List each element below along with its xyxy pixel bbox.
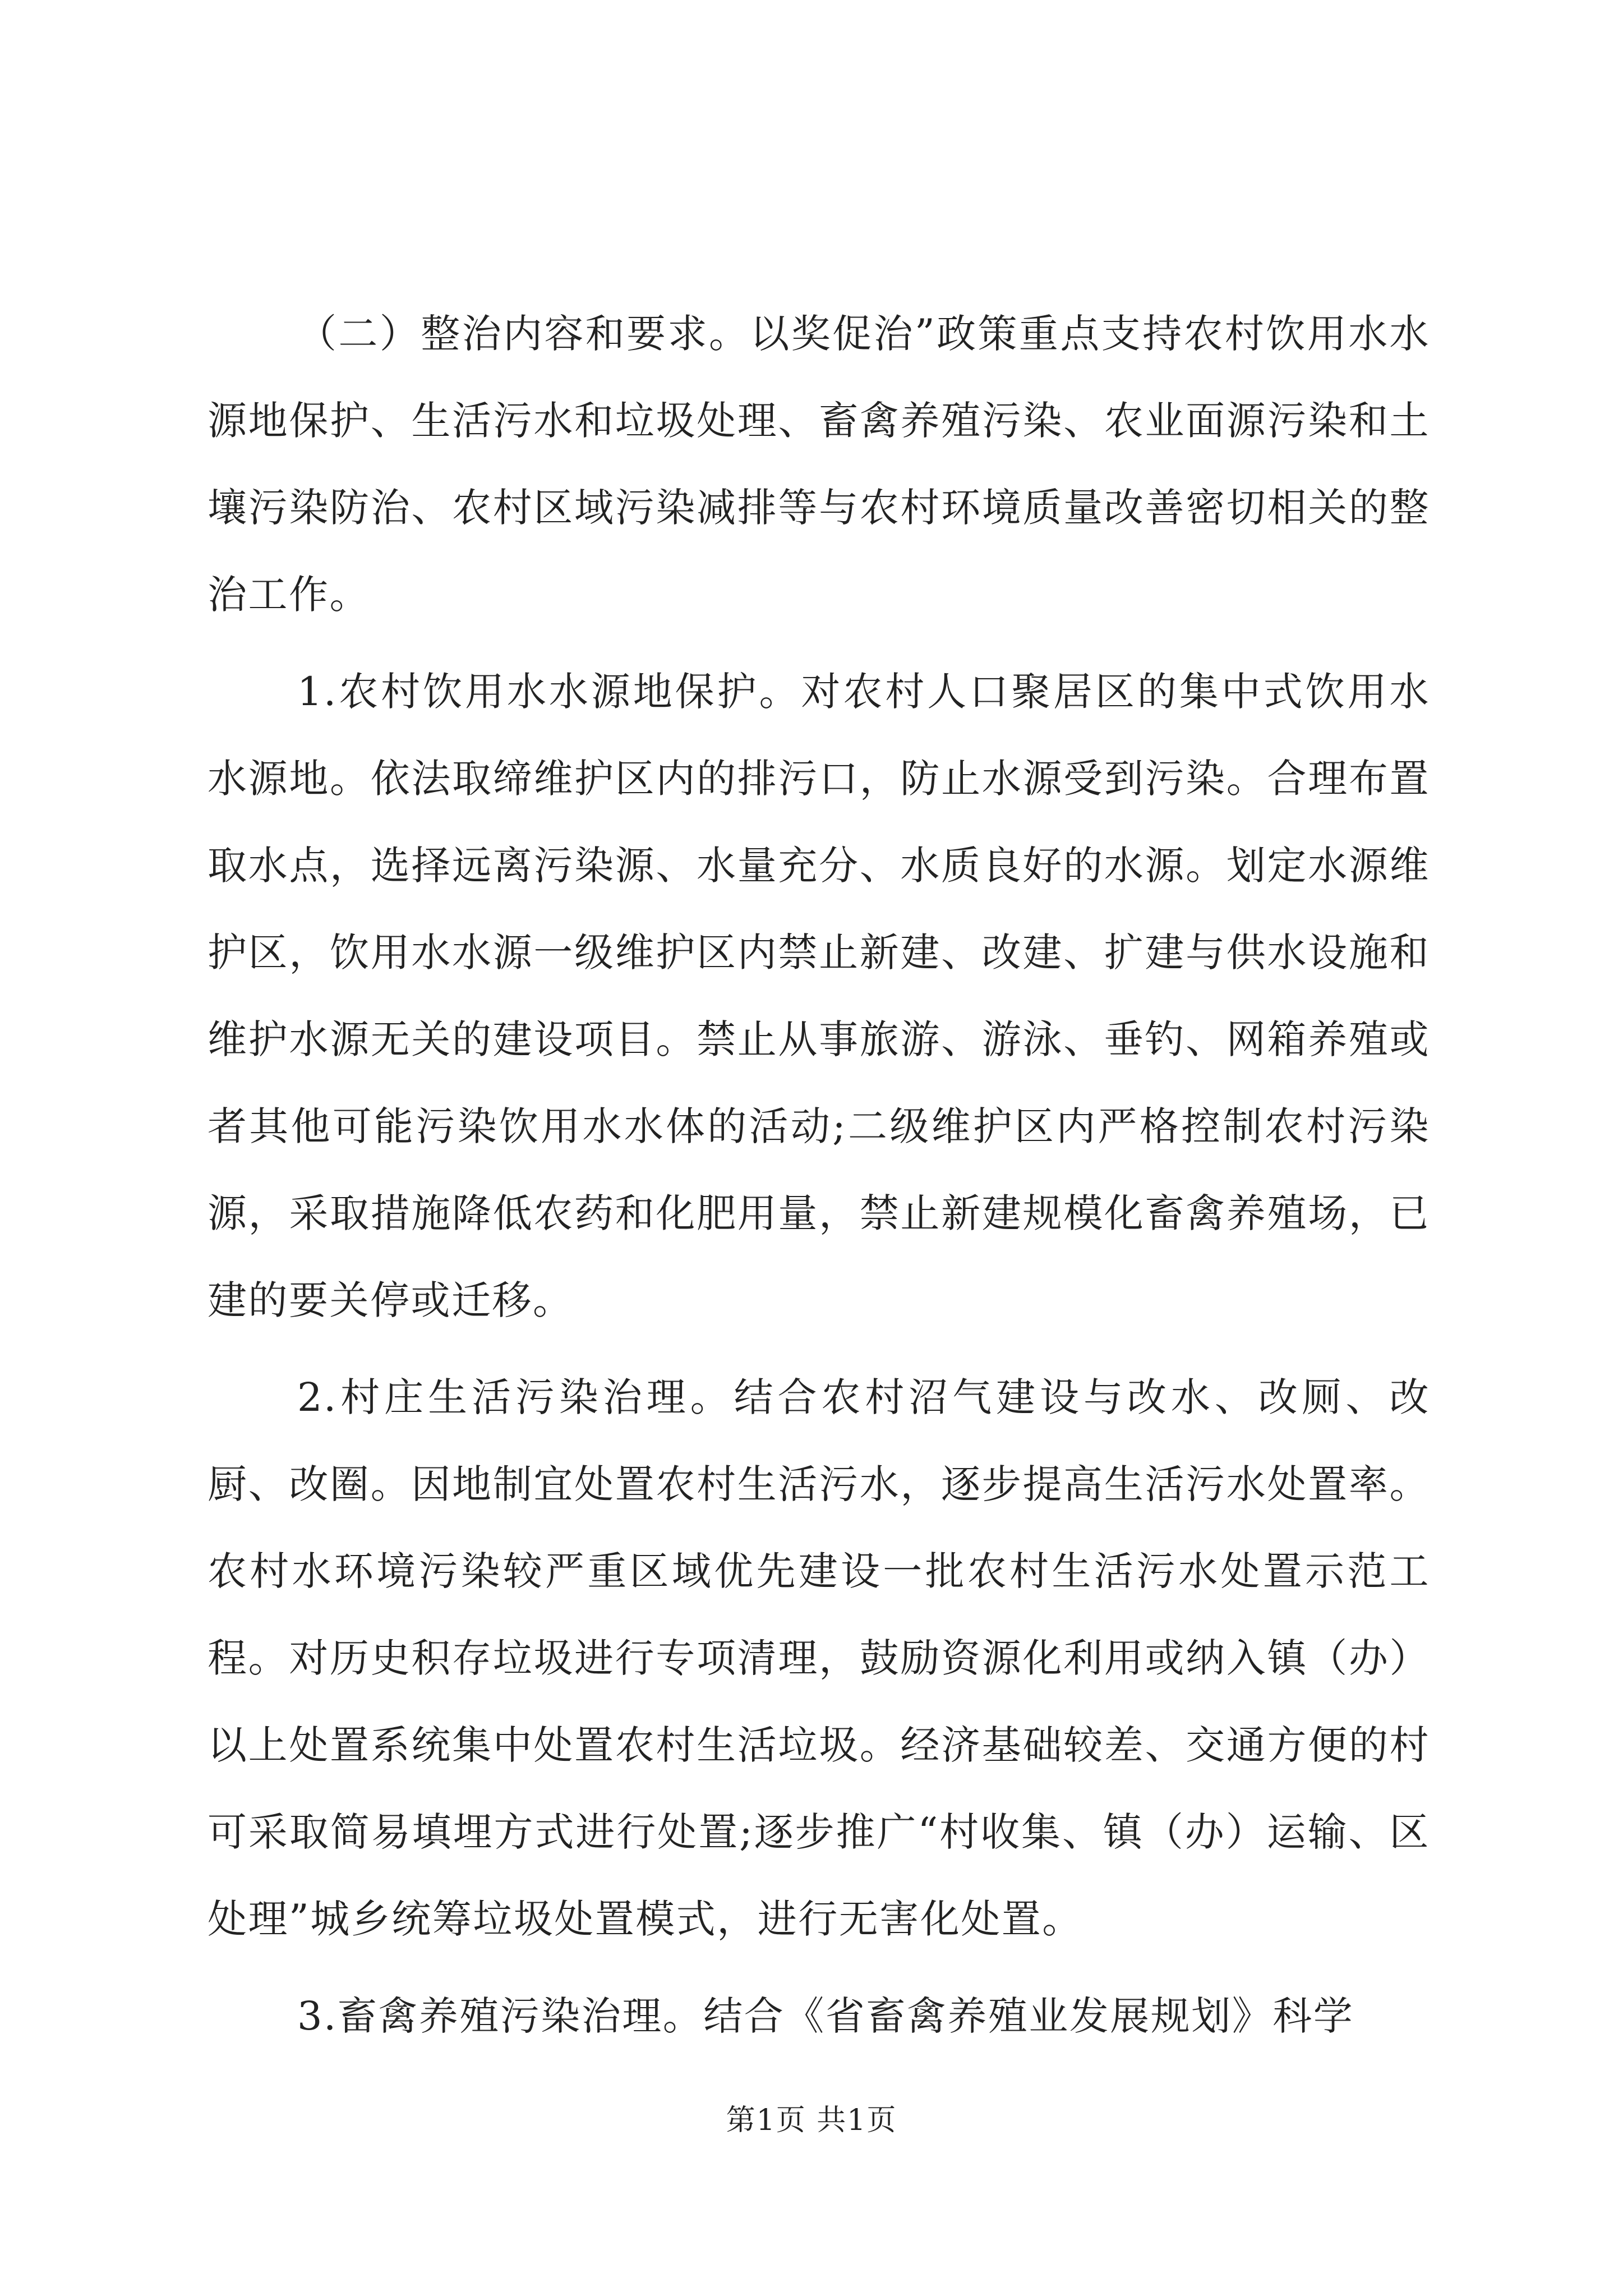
paragraph-item-2: 2.村庄生活污染治理。结合农村沼气建设与改水、改厕、改厨、改圈。因地制宜处置农村生活污水，逐步提高生活污水处置率。农村水环境污染较严重区域优先建设一批农村生活污水处置示范工程。对历史积存垃圾进行专项清理，鼓励资源化利用或纳入镇（办）以上处置系统集中处置农村生活垃圾。经济基础较差、交通方便的村可采取简易填埋方式进行处置;逐步推广“村收集、镇（办）运输、区处理”城乡统筹垃圾处置模式，进行无害化处置。 — [208, 1374, 1430, 1942]
paragraph-section-2: （二）整治内容和要求。以奖促治”政策重点支持农村饮用水水源地保护、生活污水和垃圾处理、畜禽养殖污染、农业面源污染和土壤污染防治、农村区域污染减排等与农村环境质量改善密切相关的整治工作。 — [208, 311, 1430, 618]
paragraph-item-3: 3.畜禽养殖污染治理。结合《省畜禽养殖业发展规划》科学 — [297, 1993, 1354, 2039]
paragraph-item-1: 1.农村饮用水水源地保护。对农村人口聚居区的集中式饮用水水源地。依法取缔维护区内的排污口，防止水源受到污染。合理布置取水点，选择远离污染源、水量充分、水质良好的水源。划定水源维护区，饮用水水源一级维护区内禁止新建、改建、扩建与供水设施和维护水源无关的建设项目。禁止从事旅游、游泳、垂钓、网箱养殖或者其他可能污染饮用水水体的活动;二级维护区内严格控制农村污染源，采取措施降低农药和化肥用量，禁止新建规模化畜禽养殖场，已建的要关停或迁移。 — [208, 669, 1430, 1323]
document-body — [208, 291, 1430, 2070]
page-footer: 第1页 共1页 — [726, 2104, 897, 2137]
